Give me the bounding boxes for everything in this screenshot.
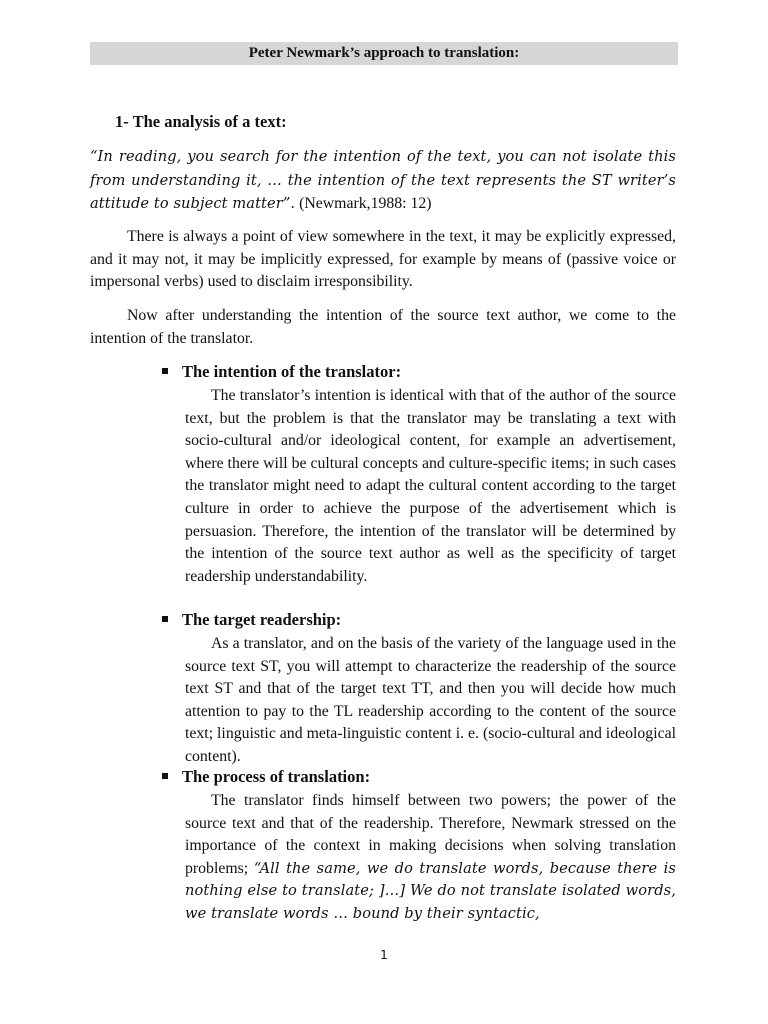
newmark-quote-paragraph: [90, 145, 676, 216]
bullet-heading-text: The intention of the translator:: [182, 362, 402, 381]
bullet-square-icon: [162, 773, 168, 779]
bullet-text-intention: [185, 385, 676, 588]
page-number: 1: [380, 948, 388, 962]
bullet-square-icon: [162, 368, 168, 374]
bullet-heading-text: The process of translation:: [182, 767, 371, 786]
quote-citation: (Newmark,1988: 12): [295, 195, 432, 212]
bullet-body-text: As a translator, and on the basis of the variety of the language used in the source text ST, you will attempt to characterize the readership of the source text ST and that of the target text TT, and then you will decide how much attention to pay to the TL readership according to the content of the source text; linguistic and meta-linguistic content i. e. (socio-cultural and ideological content).: [185, 635, 676, 765]
bullet-body-text: The translator’s intention is identical with that of the author of the source text, but the problem is that the translator may be translating a text with socio-cultural and/or ideological content, for example an advertisement, where there will be cultural concepts and culture-specific items; in such cases the translator might need to adapt the cultural content according to the target culture in order to achieve the purpose of the advertisement which is persuasion. Therefore, the intention of the translator will be determined by the intention of the source text author as well as the specificity of target readership understandability.: [185, 387, 676, 585]
bullet-text-process: [185, 790, 676, 926]
bullet-body-text: [185, 790, 676, 926]
section-heading-analysis: 1- The analysis of a text:: [115, 112, 287, 131]
newmark-quote: “In reading, you search for the intention of the text, you can not isolate this from understanding it, … the intention of the text represents the ST writer’s attitude to subject matter”.: [90, 148, 676, 212]
bullet-heading-readership: [162, 610, 341, 630]
bullet-heading-process: [162, 767, 370, 787]
bullet-heading-text: The target readership:: [182, 610, 342, 629]
bullet-heading-intention: [162, 362, 401, 382]
bullet-body-quote: “All the same, we do translate words, because there is nothing else to translate; ]…] We do not translate isolated words, we translate words … bound by their syntactic,: [185, 859, 676, 922]
bullet-text-readership: [185, 633, 676, 769]
paragraph-point-of-view: There is always a point of view somewhere in the text, it may be explicitly expressed, and it may not, it may be implicitly expressed, for example by means of (passive voice or impersonal verbs) used to disclaim irresponsibility.: [90, 228, 676, 290]
page-title: Peter Newmark’s approach to translation:: [90, 42, 678, 65]
bullet-body-plain: The translator finds himself between two powers; the power of the source text and that of the readership. Therefore, Newmark stressed on the importance of the context in making decisions when solving translation problems;: [185, 792, 676, 877]
paragraph-intention-author: Now after understanding the intention of the source text author, we come to the intention of the translator.: [90, 307, 676, 347]
bullet-square-icon: [162, 616, 168, 622]
